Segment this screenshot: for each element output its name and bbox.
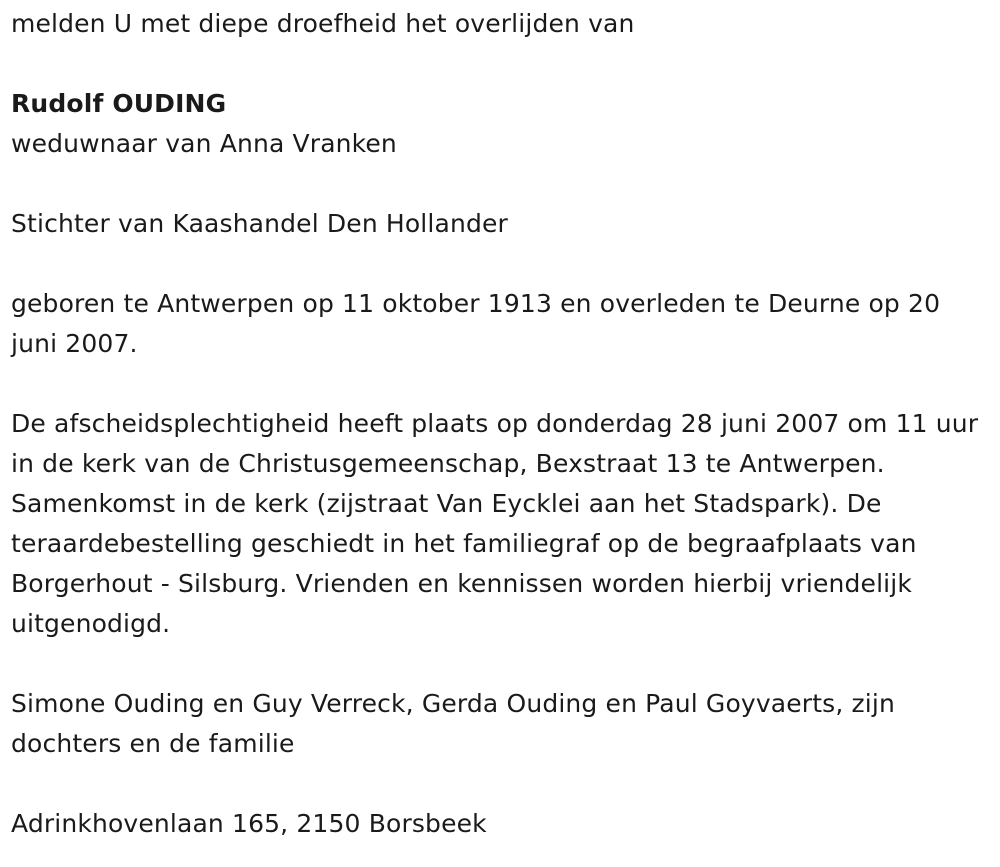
obituary-notice <box>11 0 986 844</box>
spacer <box>11 764 986 804</box>
address-text: Adrinkhovenlaan 165, 2150 Borsbeek <box>11 809 487 838</box>
spacer <box>11 244 986 284</box>
intro-text: melden U met diepe droefheid het overlijden van <box>11 9 635 38</box>
family-text: Simone Ouding en Guy Verreck, Gerda Ouding en Paul Goyvaerts, zijn dochters en de familie <box>11 689 895 758</box>
spacer <box>11 644 986 684</box>
birth-death-text: geboren te Antwerpen op 11 oktober 1913 en overleden te Deurne op 20 juni 2007. <box>11 289 941 358</box>
spacer <box>11 164 986 204</box>
spacer <box>11 364 986 404</box>
spacer <box>11 44 986 84</box>
deceased-name: Rudolf OUDING <box>11 89 227 118</box>
spouse-text: weduwnaar van Anna Vranken <box>11 129 397 158</box>
ceremony-text: De afscheidsplechtigheid heeft plaats op donderdag 28 juni 2007 om 11 uur in de kerk van de Christusgemeenschap, Bexstraat 13 te Antwerpen. Samenkomst in de kerk (zijstraat Van Eycklei aan het Stadspark). De teraardebestelling geschiedt in het familiegraf op de begraafplaats van Borgerhout - Silsburg. Vrienden en kennissen worden hierbij vriendelijk uitgenodigd. <box>11 409 979 638</box>
founder-text: Stichter van Kaashandel Den Hollander <box>11 209 508 238</box>
